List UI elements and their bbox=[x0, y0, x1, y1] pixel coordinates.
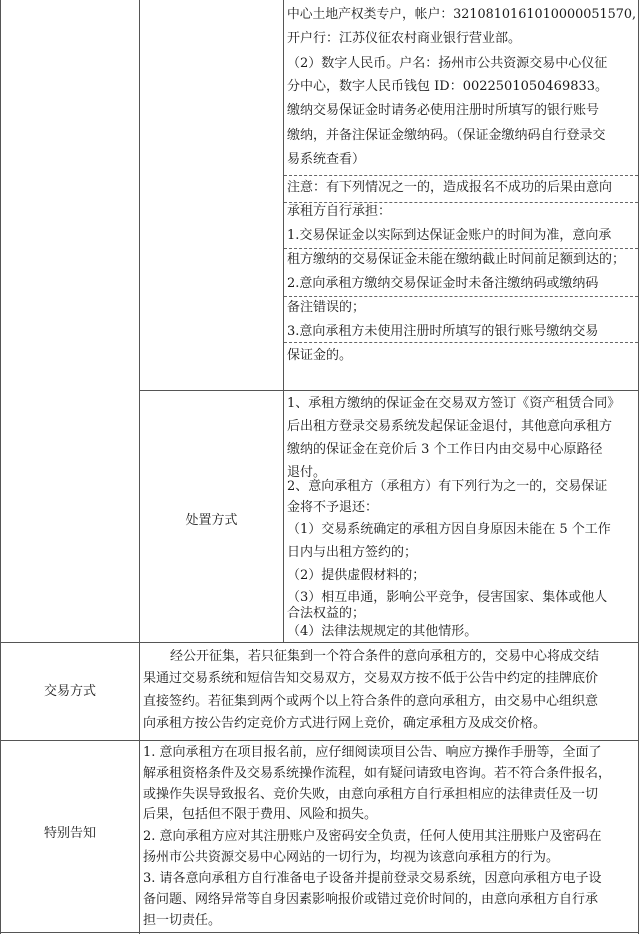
special-notice-line: 3. 请各意向承租方自行准备电子设备并提前登录交易系统，因意向承租方电子设 bbox=[143, 871, 602, 886]
special-notice-line: 担一切责任。 bbox=[143, 913, 222, 928]
table-right-border bbox=[638, 0, 639, 934]
disposal-line: 1、承租方缴纳的保证金在交易双方签订《资产租赁合同》 bbox=[287, 396, 621, 411]
special-notice-line: 解承租资格条件及交易系统操作流程，如有疑问请致电咨询。若不符合条件报名， bbox=[143, 766, 612, 781]
trade-method-line: 向承租方按公告约定竞价方式进行网上竞价，确定承租方及成交价格。 bbox=[143, 716, 547, 731]
deposit-line: 承租方自行承担： bbox=[287, 204, 392, 219]
special-notice-line: 扬州市公共资源交易中心网站的一切行为，均视为该意向承租方的行为。 bbox=[143, 850, 560, 865]
row-label-special-notice: 特别告知 bbox=[43, 826, 96, 841]
note-dashed-separator bbox=[284, 175, 638, 176]
note-dashed-separator bbox=[284, 202, 638, 203]
disposal-line: 退付。 bbox=[287, 465, 327, 480]
deposit-line: （2）数字人民币。户名：扬州市公共资源交易中心仪征 bbox=[287, 56, 608, 71]
row-divider-trade bbox=[0, 740, 638, 741]
note-dashed-separator bbox=[284, 296, 638, 297]
special-notice-line: 1. 意向承租方在项目报名前，应仔细阅读项目公告、响应方操作手册等，全面了 bbox=[143, 745, 602, 760]
table-label-divider bbox=[139, 0, 140, 642]
disposal-line: 金将不予退还： bbox=[287, 500, 379, 515]
deposit-line: 租方缴纳的交易保证金未能在缴纳截止时间前足额到达的； bbox=[287, 252, 626, 267]
trade-method-line: 果通过交易系统和短信告知交易双方，交易双方按不低于公告中约定的挂牌底价 bbox=[143, 671, 599, 686]
table-inner-divider bbox=[283, 0, 284, 642]
deposit-line: 2.意向承租方缴纳交易保证金时未备注缴纳码或缴纳码 bbox=[287, 276, 599, 291]
row-divider-deposit bbox=[139, 390, 638, 391]
disposal-line: （4）法律法规规定的其他情形。 bbox=[287, 624, 478, 639]
trade-method-line: 经公开征集，若只征集到一个符合条件的意向承租方的，交易中心将成交结 bbox=[170, 649, 600, 664]
row-divider-disposal bbox=[0, 642, 638, 643]
disposal-line: （1）交易系统确定的承租方因自身原因未能在 5 个工作 bbox=[287, 522, 611, 537]
disposal-line: 缴纳的保证金在竞价后 3 个工作日内由交易中心原路径 bbox=[287, 442, 603, 457]
deposit-line: 1.交易保证金以实际到达保证金账户的时间为准，意向承 bbox=[287, 228, 612, 243]
deposit-line: 缴纳，并备注保证金缴纳码。（保证金缴纳码自行登录交 bbox=[287, 128, 606, 143]
disposal-line: 合法权益的； bbox=[287, 606, 366, 621]
disposal-line: （3）相互串通，影响公平竞争，侵害国家、集体或他人 bbox=[287, 590, 608, 605]
deposit-line: 开户行：江苏仪征农村商业银行营业部。 bbox=[287, 31, 522, 46]
table-bottom-border bbox=[0, 932, 638, 933]
disposal-line: 2、意向承租方（承租方）有下列行为之一的，交易保证 bbox=[287, 479, 608, 494]
note-dashed-separator bbox=[284, 342, 638, 343]
disposal-line: 后出租方登录交易系统发起保证金退付，其他意向承租方 bbox=[287, 419, 613, 434]
row-label-disposal: 处置方式 bbox=[185, 513, 238, 528]
disposal-line: （2）提供虚假材料的； bbox=[287, 568, 426, 583]
disposal-line: 日内与出租方签约的； bbox=[287, 545, 418, 560]
deposit-line: 分中心，数字人民币钱包 ID：0022501050469833。 bbox=[287, 79, 609, 94]
deposit-line: 3.意向承租方未使用注册时所填写的银行账号缴纳交易 bbox=[287, 324, 599, 339]
special-notice-line: 2. 意向承租方应对其注册账户及密码安全负责，任何人使用其注册账户及密码在 bbox=[143, 829, 602, 844]
deposit-line: 备注错误的； bbox=[287, 300, 366, 315]
special-notice-line: 后果，包括但不限于费用、风险和损失。 bbox=[143, 807, 378, 822]
deposit-line: 中心土地产权类专户，帐户：3210810161010000051570, bbox=[287, 7, 637, 22]
row-label-trade-method: 交易方式 bbox=[43, 684, 96, 699]
special-notice-line: 或操作失误导致报名、竞价失败，由意向承租方自行承担相应的法律责任及一切 bbox=[143, 787, 599, 802]
special-notice-line: 备问题、网络异常等自身因素影响报价或错过竞价时间的，由意向承租方自行承 bbox=[143, 892, 599, 907]
deposit-line: 保证金的。 bbox=[287, 348, 353, 363]
note-dashed-separator bbox=[284, 248, 638, 249]
table-trade-divider bbox=[139, 642, 140, 934]
deposit-line: 缴纳交易保证金时请务必使用注册时所填写的银行账号 bbox=[287, 103, 600, 118]
deposit-line: 注意：有下列情况之一的，造成报名不成功的后果由意向 bbox=[287, 180, 613, 195]
deposit-line: 易系统查看） bbox=[287, 152, 366, 167]
trade-method-line: 直接签约。若征集到两个或两个以上符合条件的意向承租方，由交易中心组织意 bbox=[143, 694, 599, 709]
table-left-border bbox=[0, 0, 1, 934]
